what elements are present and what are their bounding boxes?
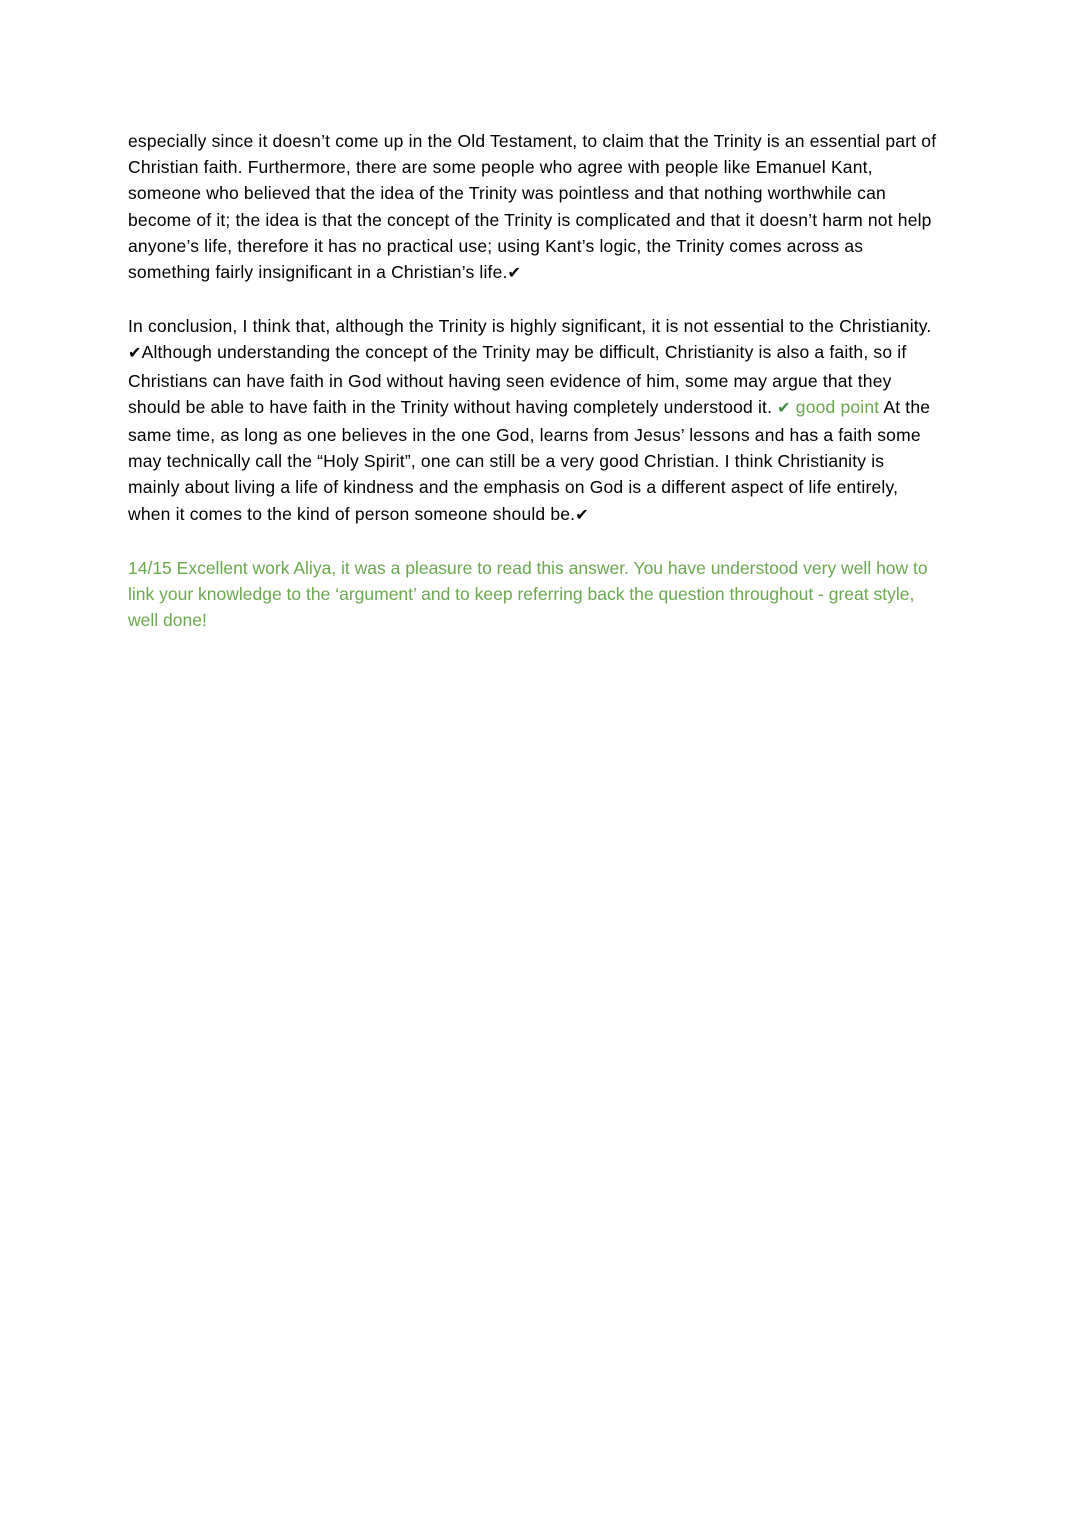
teacher-feedback-comment: 14/15 Excellent work Aliya, it was a pleasure to read this answer. You have understood very well how to link your knowledge to the ‘argument’ and to keep referring back the question throughout - great style, well done! [128, 557, 928, 631]
conclusion-segment-2: Although understanding the concept of the Trinity may be difficult, Christianity is also a faith, so if Christians can have faith in God without having seen evidence of him, some may argue that they should be able to have faith in the Trinity without having completely understood it. [128, 342, 907, 417]
conclusion-segment-1: In conclusion, I think that, although the Trinity is highly significant, it is not essential to the Christianity. [128, 316, 932, 337]
document-body [128, 128, 940, 633]
paragraph-kant-argument [128, 128, 940, 287]
conclusion-segment-3: At the same time, as long as one believes in the one God, learns from Jesus’ lessons and has a faith some may technically call the “Holy Spirit”, one can still be a very good Christian. I think Christianity is mainly about living a life of kindness and the emphasis on God is a different aspect of life entirely, when it comes to the kind of person someone should be. [128, 396, 931, 524]
tick-mark-icon: ✔ [777, 399, 791, 417]
tick-mark-icon: ✔ [507, 265, 522, 283]
tick-mark-icon: ✔ [128, 345, 142, 363]
inline-annotation-good-point: good point [795, 396, 880, 417]
paragraph-conclusion [128, 313, 940, 529]
tick-mark-icon: ✔ [575, 506, 589, 524]
paragraph-text: especially since it doesn’t come up in the Old Testament, to claim that the Trinity is an essential part of Christian faith. Furthermore, there are some people who agree with people like Emanuel Kant, someone who believed that the idea of the Trinity was pointless and that nothing worthwhile can become of it; the idea is that the concept of the Trinity is complicated and that it doesn’t harm not help anyone’s life, therefore it has no practical use; using Kant’s logic, the Trinity comes across as something fairly insignificant in a Christian’s life. [128, 131, 937, 283]
